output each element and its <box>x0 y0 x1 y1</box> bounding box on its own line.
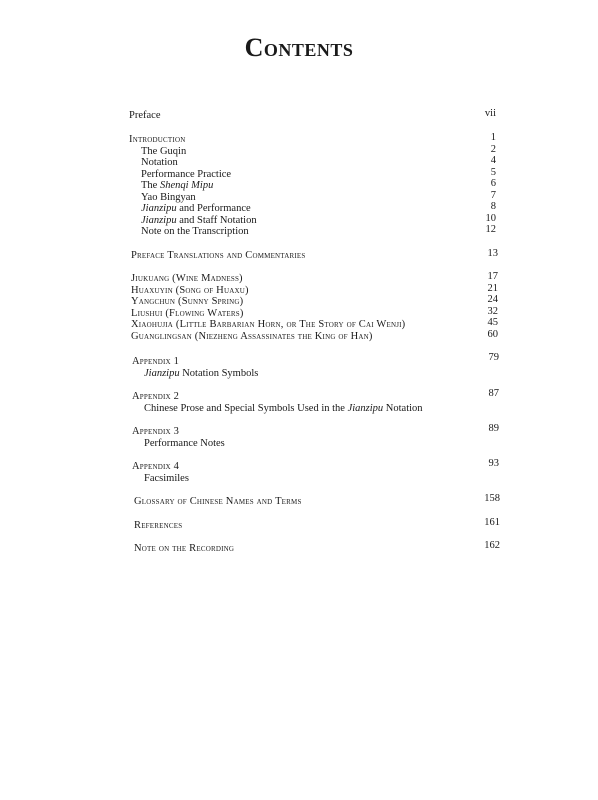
toc-entry-piece: Jiukuang (Wine Madness) <box>131 273 243 284</box>
toc-page: 2 <box>490 143 496 155</box>
toc-page: 17 <box>487 271 498 282</box>
toc-entry-appendix-1: Appendix 1 <box>132 356 180 367</box>
toc-page: 6 <box>490 178 496 189</box>
toc-entry-piece: Liushui (Flowing Waters) <box>131 307 244 319</box>
toc-page: 158 <box>484 493 500 504</box>
toc-entry-references: References <box>134 520 183 531</box>
toc-page: 5 <box>490 166 496 178</box>
toc-page: 21 <box>487 282 498 294</box>
toc-page: 4 <box>490 155 496 166</box>
toc-entry-preface-translations: Preface Translations and Commentaries <box>131 250 306 261</box>
toc-subentry: Jianzipu and Performance <box>141 203 251 214</box>
toc-page: 8 <box>490 201 496 212</box>
toc-subentry: The Shenqi Mipu <box>141 180 214 191</box>
toc-page: 60 <box>487 328 498 340</box>
toc-page: 24 <box>487 294 498 305</box>
toc-entry-preface <box>129 110 160 122</box>
toc-page-introduction: 1 <box>490 132 496 143</box>
toc-subentry: Facsimiles <box>144 473 189 484</box>
toc-subentry: Jianzipu Notation Symbols <box>144 367 259 379</box>
toc-page-preface: vii <box>484 108 496 119</box>
toc-page: 45 <box>487 317 498 328</box>
toc-entry-note-recording: Note on the Recording <box>134 543 235 554</box>
toc-label: Preface <box>129 110 161 121</box>
toc-entry-glossary: Glossary of Chinese Names and Terms <box>134 496 302 507</box>
toc-entry-piece: Huaxuyin (Song of Huaxu) <box>131 284 249 296</box>
toc-entry-appendix-3: Appendix 3 <box>132 426 180 437</box>
toc-subentry: Yao Bingyan <box>141 191 196 203</box>
toc-subentry: The Guqin <box>141 145 187 157</box>
toc-subentry: Note on the Transcription <box>141 226 249 237</box>
toc-subentry: Performance Notes <box>144 437 225 449</box>
toc-subentry: Notation <box>141 157 178 168</box>
toc-entry-piece: Guanglingsan (Niezheng Assassinates the King of Han) <box>131 330 373 342</box>
toc-page: 13 <box>487 248 498 259</box>
toc-entry-piece: Yangchun (Sunny Spring) <box>131 296 244 307</box>
toc-entry-introduction: Introduction <box>129 134 186 145</box>
toc-page: 79 <box>488 352 499 363</box>
toc-page: 162 <box>484 540 500 551</box>
toc-subentry: Performance Practice <box>141 168 232 180</box>
page-title: Contents <box>244 33 354 62</box>
toc-page: 12 <box>485 224 496 235</box>
toc-page: 10 <box>485 212 496 224</box>
toc-entry-piece: Xiaohujia (Little Barbarian Horn, or The Story of Cai Wenji) <box>131 319 406 330</box>
toc-page: 7 <box>490 189 496 201</box>
toc-page: 87 <box>488 388 499 399</box>
toc-page: 161 <box>484 517 500 528</box>
toc-page: 32 <box>487 305 498 317</box>
toc-subentry: Jianzipu and Staff Notation <box>141 214 257 226</box>
toc-page: 89 <box>488 423 499 434</box>
toc-page: 93 <box>488 458 499 469</box>
toc-subentry: Chinese Prose and Special Symbols Used in the Jianzipu Notation <box>144 402 423 414</box>
toc-entry-appendix-4: Appendix 4 <box>132 461 180 472</box>
toc-entry-appendix-2: Appendix 2 <box>132 391 180 402</box>
